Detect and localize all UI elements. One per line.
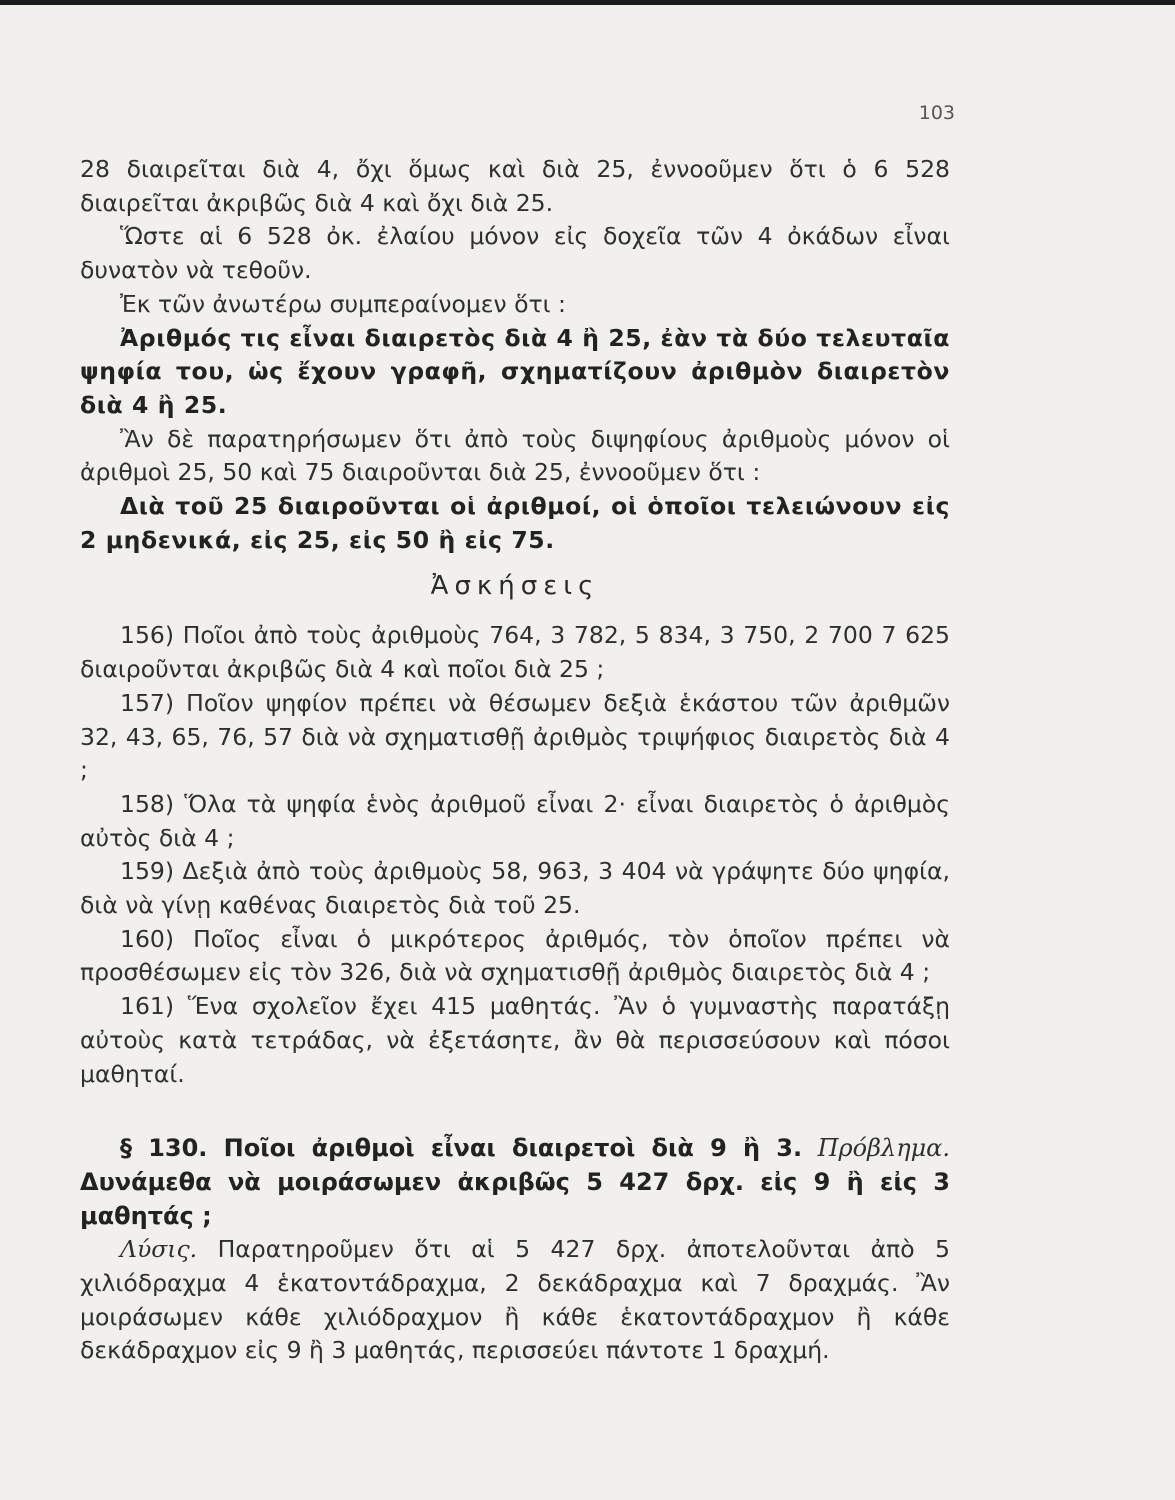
problem-label: Πρόβλημα. <box>817 1134 951 1163</box>
scan-top-edge <box>0 0 1175 5</box>
paragraph-conclusion: Ὥστε αἱ 6 528 ὀκ. ἐλαίου μόνον εἰς δοχεῖα τῶν 4 ὀκάδων εἶναι δυνατὸν νὰ τεθοῦν. <box>80 222 950 285</box>
problem-text: Δυνάμεθα νὰ μοιράσωμεν ἀκριβῶς 5 427 δρχ. εἰς 9 ἢ εἰς 3 μαθητάς ; <box>80 1168 950 1231</box>
rule-divisibility-25: Διὰ τοῦ 25 διαιροῦνται οἱ ἀριθμοί, οἱ ὁποῖοι τελειώνουν εἰς 2 μηδενικά, εἰς 25, εἰς 50 ἢ εἰς 75. <box>80 492 950 554</box>
exercise-160: 160) Ποῖος εἶναι ὁ μικρότερος ἀριθμός, τὸν ὁποῖον πρέπει νὰ προσθέσωμεν εἰς τὸν 326, διὰ νὰ σχηματισθῇ ἀριθμὸς διαιρετὸς διὰ 4 ; <box>80 924 950 987</box>
exercise-159: 159) Δεξιὰ ἀπὸ τοὺς ἀριθμοὺς 58, 963, 3 404 νὰ γράψητε δύο ψηφία, διὰ νὰ γίνῃ καθένας διαιρετὸς διὰ τοῦ 25. <box>80 857 950 920</box>
page-body <box>80 153 950 1368</box>
exercise-158: 158) Ὅλα τὰ ψηφία ἑνὸς ἀριθμοῦ εἶναι 2· εἶναι διαιρετὸς ὁ ἀριθμὸς αὐτὸς διὰ 4 ; <box>80 789 950 852</box>
paragraph-continuation: 28 διαιρεῖται διὰ 4, ὄχι ὅμως καὶ διὰ 25, ἐννοοῦμεν ὅτι ὁ 6 528 διαιρεῖται ἀκριβῶς διὰ 4 καὶ ὄχι διὰ 25. <box>80 155 950 217</box>
section-130-heading <box>80 1131 950 1233</box>
page-number: 103 <box>918 102 955 124</box>
exercise-156: 156) Ποῖοι ἀπὸ τοὺς ἀριθμοὺς 764, 3 782, 5 834, 3 750, 2 700 7 625 διαιροῦνται ἀκριβῶς διὰ 4 καὶ ποῖοι διὰ 25 ; <box>80 621 950 684</box>
paragraph-observation: Ἂν δὲ παρατηρήσωμεν ὅτι ἀπὸ τοὺς διψηφίους ἀριθμοὺς μόνον οἱ ἀριθμοὶ 25, 50 καὶ 75 διαιροῦνται διὰ 25, ἐννοοῦμεν ὅτι : <box>80 424 950 487</box>
solution-text: Παρατηροῦμεν ὅτι αἱ 5 427 δρχ. ἀποτελοῦνται ἀπὸ 5 χιλιόδραχμα 4 ἑκατοντάδραχμα, 2 δεκάδραχμα καὶ 7 δραχμάς. Ἂν μοιράσωμεν κάθε χιλιόδραχμον ἢ κάθε ἑκατοντάδραχμον ἢ κάθε δεκάδραχμον εἰς 9 ἢ 3 μαθητάς, περισσεύει πάντοτε 1 δραχμή. <box>80 1235 950 1365</box>
rule-divisibility-4-25: Ἀριθμός τις εἶναι διαιρετὸς διὰ 4 ἢ 25, ἐὰν τὰ δύο τελευταῖα ψηφία του, ὡς ἔχουν γραφῆ, σχηματίζουν ἀριθμὸν διαιρετὸν διὰ 4 ἢ 25. <box>80 323 950 419</box>
exercise-157: 157) Ποῖον ψηφίον πρέπει νὰ θέσωμεν δεξιὰ ἑκάστου τῶν ἀριθμῶν 32, 43, 65, 76, 57 διὰ νὰ σχηματισθῇ ἀριθμὸς τριψήφιος διαιρετὸς διὰ 4 ; <box>80 688 950 785</box>
section-title: § 130. Ποῖοι ἀριθμοὶ εἶναι διαιρετοὶ διὰ 9 ἢ 3. <box>120 1134 803 1163</box>
solution-label: Λύσις. <box>120 1235 198 1264</box>
solution-paragraph <box>80 1233 950 1368</box>
exercises-heading: Ἀσκήσεις <box>430 571 600 602</box>
paragraph-inference: Ἐκ τῶν ἀνωτέρω συμπεραίνομεν ὅτι : <box>120 289 566 318</box>
exercise-161: 161) Ἕνα σχολεῖον ἔχει 415 μαθητάς. Ἂν ὁ γυμναστὴς παρατάξῃ αὐτοὺς κατὰ τετράδας, νὰ ἐξετάσητε, ἂν θὰ περισσεύσουν καὶ πόσοι μαθηταί. <box>80 992 950 1088</box>
